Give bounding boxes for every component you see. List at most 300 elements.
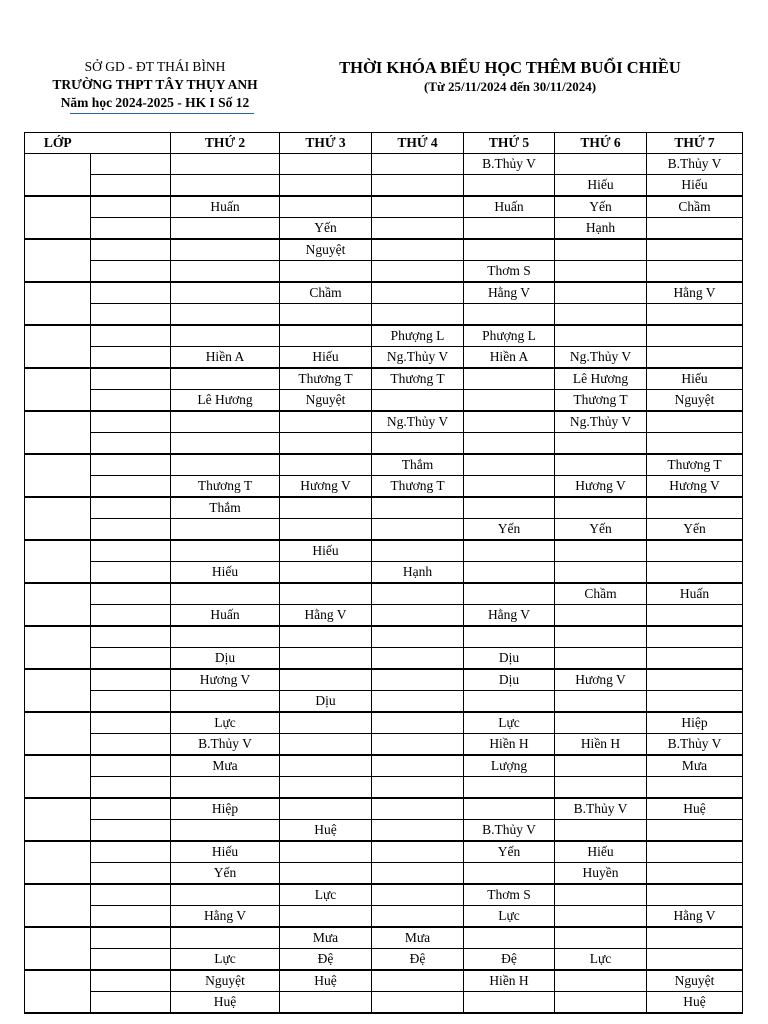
session-cell bbox=[91, 712, 171, 734]
teacher-cell: Chầm bbox=[280, 282, 372, 304]
session-cell bbox=[91, 196, 171, 218]
teacher-cell bbox=[280, 712, 372, 734]
teacher-cell bbox=[647, 949, 743, 971]
table-row bbox=[25, 218, 743, 240]
class-cell bbox=[25, 841, 91, 884]
teacher-cell bbox=[171, 218, 280, 240]
teacher-cell bbox=[372, 196, 464, 218]
session-cell bbox=[91, 798, 171, 820]
teacher-cell bbox=[555, 497, 647, 519]
teacher-cell bbox=[280, 562, 372, 584]
session-cell bbox=[91, 626, 171, 648]
class-cell bbox=[25, 239, 91, 282]
teacher-cell: Đệ bbox=[280, 949, 372, 971]
teacher-cell: Huệ bbox=[647, 992, 743, 1014]
teacher-cell bbox=[280, 841, 372, 863]
teacher-cell bbox=[171, 239, 280, 261]
teacher-cell bbox=[280, 304, 372, 326]
teacher-cell bbox=[464, 798, 555, 820]
teacher-cell bbox=[372, 648, 464, 670]
table-row bbox=[25, 347, 743, 369]
teacher-cell bbox=[647, 411, 743, 433]
teacher-cell: Hiếu bbox=[647, 368, 743, 390]
teacher-cell bbox=[647, 777, 743, 799]
teacher-cell bbox=[464, 540, 555, 562]
teacher-cell bbox=[280, 734, 372, 756]
table-row bbox=[25, 368, 743, 390]
teacher-cell: Lê Hương bbox=[171, 390, 280, 412]
table-row bbox=[25, 583, 743, 605]
teacher-cell: Thắm bbox=[171, 497, 280, 519]
teacher-cell: Dịu bbox=[464, 669, 555, 691]
teacher-cell: Huệ bbox=[647, 798, 743, 820]
teacher-cell: Lực bbox=[464, 712, 555, 734]
column-header: THỨ 2 bbox=[171, 133, 280, 154]
table-row bbox=[25, 454, 743, 476]
teacher-cell: B.Thủy V bbox=[464, 154, 555, 175]
teacher-cell: Hiền H bbox=[464, 970, 555, 992]
table-header-row bbox=[25, 133, 743, 154]
teacher-cell bbox=[171, 884, 280, 906]
teacher-cell: Hạnh bbox=[372, 562, 464, 584]
teacher-cell: Hiền H bbox=[464, 734, 555, 756]
session-cell bbox=[91, 691, 171, 713]
teacher-cell bbox=[372, 755, 464, 777]
table-row bbox=[25, 519, 743, 541]
session-cell bbox=[91, 540, 171, 562]
teacher-cell bbox=[171, 304, 280, 326]
table-row bbox=[25, 175, 743, 197]
class-cell bbox=[25, 755, 91, 798]
teacher-cell bbox=[280, 325, 372, 347]
teacher-cell: Hằng V bbox=[280, 605, 372, 627]
teacher-cell: Hằng V bbox=[464, 605, 555, 627]
teacher-cell bbox=[647, 261, 743, 283]
session-cell bbox=[91, 562, 171, 584]
teacher-cell bbox=[464, 992, 555, 1014]
table-row bbox=[25, 798, 743, 820]
teacher-cell: Đệ bbox=[464, 949, 555, 971]
teacher-cell bbox=[555, 992, 647, 1014]
teacher-cell: Hiếu bbox=[555, 841, 647, 863]
teacher-cell: Chầm bbox=[647, 196, 743, 218]
teacher-cell bbox=[555, 433, 647, 455]
session-cell bbox=[91, 734, 171, 756]
teacher-cell bbox=[464, 411, 555, 433]
teacher-cell bbox=[171, 282, 280, 304]
teacher-cell bbox=[280, 261, 372, 283]
teacher-cell bbox=[555, 906, 647, 928]
teacher-cell: Thương T bbox=[280, 368, 372, 390]
teacher-cell bbox=[647, 239, 743, 261]
teacher-cell: Hiếu bbox=[280, 347, 372, 369]
teacher-cell bbox=[372, 261, 464, 283]
teacher-cell bbox=[280, 433, 372, 455]
teacher-cell: Thương T bbox=[555, 390, 647, 412]
teacher-cell: Mưa bbox=[647, 755, 743, 777]
teacher-cell: Phượng L bbox=[372, 325, 464, 347]
teacher-cell: Lực bbox=[171, 949, 280, 971]
session-cell bbox=[91, 239, 171, 261]
teacher-cell bbox=[372, 841, 464, 863]
teacher-cell: Nguyệt bbox=[647, 390, 743, 412]
table-row bbox=[25, 712, 743, 734]
table-row bbox=[25, 927, 743, 949]
teacher-cell bbox=[372, 540, 464, 562]
teacher-cell: Hiền A bbox=[464, 347, 555, 369]
teacher-cell: Hiền A bbox=[171, 347, 280, 369]
teacher-cell: Huấn bbox=[647, 583, 743, 605]
teacher-cell bbox=[372, 734, 464, 756]
teacher-cell bbox=[372, 691, 464, 713]
teacher-cell: Huệ bbox=[280, 820, 372, 842]
teacher-cell bbox=[280, 777, 372, 799]
teacher-cell: Huấn bbox=[171, 605, 280, 627]
teacher-cell: Hương V bbox=[555, 669, 647, 691]
teacher-cell bbox=[555, 562, 647, 584]
teacher-cell bbox=[555, 820, 647, 842]
teacher-cell: Thơm S bbox=[464, 884, 555, 906]
class-cell bbox=[25, 196, 91, 239]
teacher-cell: Nguyệt bbox=[280, 390, 372, 412]
session-cell bbox=[91, 476, 171, 498]
class-cell bbox=[25, 712, 91, 755]
teacher-cell bbox=[647, 605, 743, 627]
column-header bbox=[91, 133, 171, 154]
teacher-cell: Hiệp bbox=[171, 798, 280, 820]
teacher-cell bbox=[372, 820, 464, 842]
teacher-cell bbox=[280, 755, 372, 777]
class-cell bbox=[25, 669, 91, 712]
teacher-cell: Hằng V bbox=[464, 282, 555, 304]
table-row bbox=[25, 196, 743, 218]
teacher-cell bbox=[171, 175, 280, 197]
teacher-cell: Ng.Thủy V bbox=[372, 347, 464, 369]
teacher-cell bbox=[372, 583, 464, 605]
session-cell bbox=[91, 755, 171, 777]
teacher-cell bbox=[372, 669, 464, 691]
teacher-cell bbox=[372, 712, 464, 734]
teacher-cell bbox=[647, 927, 743, 949]
table-row bbox=[25, 325, 743, 347]
table-row bbox=[25, 777, 743, 799]
table-row bbox=[25, 605, 743, 627]
teacher-cell bbox=[372, 970, 464, 992]
table-row bbox=[25, 863, 743, 885]
teacher-cell bbox=[464, 777, 555, 799]
header-right bbox=[305, 58, 715, 96]
teacher-cell bbox=[372, 863, 464, 885]
column-header: LỚP bbox=[25, 133, 91, 154]
teacher-cell bbox=[171, 691, 280, 713]
teacher-cell bbox=[171, 519, 280, 541]
session-cell bbox=[91, 282, 171, 304]
teacher-cell: Hiếu bbox=[280, 540, 372, 562]
teacher-cell bbox=[464, 927, 555, 949]
teacher-cell bbox=[464, 562, 555, 584]
teacher-cell: Nguyệt bbox=[280, 239, 372, 261]
teacher-cell bbox=[647, 626, 743, 648]
table-row bbox=[25, 497, 743, 519]
teacher-cell bbox=[647, 562, 743, 584]
table-row bbox=[25, 820, 743, 842]
teacher-cell: Lực bbox=[171, 712, 280, 734]
session-cell bbox=[91, 949, 171, 971]
teacher-cell: B.Thủy V bbox=[647, 734, 743, 756]
teacher-cell bbox=[464, 454, 555, 476]
teacher-cell bbox=[464, 175, 555, 197]
teacher-cell bbox=[171, 368, 280, 390]
teacher-cell: Lực bbox=[464, 906, 555, 928]
teacher-cell: Hương V bbox=[647, 476, 743, 498]
table-row bbox=[25, 282, 743, 304]
session-cell bbox=[91, 583, 171, 605]
teacher-cell: Ng.Thủy V bbox=[555, 411, 647, 433]
teacher-cell: B.Thủy V bbox=[464, 820, 555, 842]
teacher-cell bbox=[555, 540, 647, 562]
teacher-cell bbox=[464, 476, 555, 498]
teacher-cell bbox=[280, 175, 372, 197]
class-cell bbox=[25, 368, 91, 411]
teacher-cell bbox=[372, 154, 464, 175]
teacher-cell: Dịu bbox=[280, 691, 372, 713]
teacher-cell bbox=[372, 777, 464, 799]
session-cell bbox=[91, 777, 171, 799]
teacher-cell bbox=[555, 605, 647, 627]
table-row bbox=[25, 669, 743, 691]
teacher-cell bbox=[171, 454, 280, 476]
teacher-cell bbox=[280, 626, 372, 648]
teacher-cell: Yến bbox=[280, 218, 372, 240]
timetable bbox=[24, 132, 743, 1014]
session-cell bbox=[91, 648, 171, 670]
teacher-cell: Lê Hương bbox=[555, 368, 647, 390]
teacher-cell bbox=[171, 411, 280, 433]
teacher-cell bbox=[647, 691, 743, 713]
table-row bbox=[25, 411, 743, 433]
session-cell bbox=[91, 325, 171, 347]
teacher-cell: B.Thủy V bbox=[647, 154, 743, 175]
class-cell bbox=[25, 798, 91, 841]
teacher-cell bbox=[171, 777, 280, 799]
session-cell bbox=[91, 820, 171, 842]
session-cell bbox=[91, 175, 171, 197]
date-range: (Từ 25/11/2024 đến 30/11/2024) bbox=[423, 79, 597, 94]
teacher-cell: Hạnh bbox=[555, 218, 647, 240]
teacher-cell bbox=[555, 154, 647, 175]
session-cell bbox=[91, 519, 171, 541]
teacher-cell: Chầm bbox=[555, 583, 647, 605]
teacher-cell bbox=[647, 347, 743, 369]
teacher-cell bbox=[372, 884, 464, 906]
class-cell bbox=[25, 626, 91, 669]
session-cell bbox=[91, 411, 171, 433]
table-row bbox=[25, 841, 743, 863]
class-cell bbox=[25, 970, 91, 1013]
teacher-cell bbox=[372, 626, 464, 648]
session-cell bbox=[91, 906, 171, 928]
teacher-cell bbox=[464, 691, 555, 713]
teacher-cell: Hiền H bbox=[555, 734, 647, 756]
teacher-cell bbox=[372, 497, 464, 519]
teacher-cell bbox=[647, 648, 743, 670]
teacher-cell: Hiệp bbox=[647, 712, 743, 734]
header-underline bbox=[70, 113, 254, 114]
teacher-cell: Hương V bbox=[555, 476, 647, 498]
teacher-cell bbox=[555, 304, 647, 326]
teacher-cell: Yến bbox=[555, 196, 647, 218]
teacher-cell bbox=[555, 325, 647, 347]
teacher-cell: Hiếu bbox=[555, 175, 647, 197]
teacher-cell bbox=[280, 648, 372, 670]
class-cell bbox=[25, 540, 91, 583]
teacher-cell: Thương T bbox=[372, 476, 464, 498]
teacher-cell bbox=[464, 390, 555, 412]
session-cell bbox=[91, 154, 171, 175]
teacher-cell: Huệ bbox=[171, 992, 280, 1014]
table-row bbox=[25, 906, 743, 928]
teacher-cell bbox=[647, 497, 743, 519]
teacher-cell bbox=[372, 239, 464, 261]
teacher-cell: Ng.Thủy V bbox=[372, 411, 464, 433]
teacher-cell bbox=[280, 669, 372, 691]
teacher-cell bbox=[555, 970, 647, 992]
class-cell bbox=[25, 411, 91, 454]
teacher-cell bbox=[280, 497, 372, 519]
teacher-cell bbox=[280, 906, 372, 928]
teacher-cell bbox=[171, 540, 280, 562]
teacher-cell bbox=[280, 454, 372, 476]
teacher-cell bbox=[372, 798, 464, 820]
table-row bbox=[25, 562, 743, 584]
teacher-cell: Dịu bbox=[464, 648, 555, 670]
session-cell bbox=[91, 261, 171, 283]
session-cell bbox=[91, 454, 171, 476]
teacher-cell: Đệ bbox=[372, 949, 464, 971]
teacher-cell: Thương T bbox=[647, 454, 743, 476]
session-cell bbox=[91, 304, 171, 326]
teacher-cell bbox=[464, 239, 555, 261]
teacher-cell bbox=[171, 325, 280, 347]
teacher-cell bbox=[647, 304, 743, 326]
teacher-cell: Huyền bbox=[555, 863, 647, 885]
teacher-cell bbox=[372, 992, 464, 1014]
teacher-cell: B.Thủy V bbox=[171, 734, 280, 756]
teacher-cell bbox=[280, 798, 372, 820]
teacher-cell bbox=[171, 433, 280, 455]
teacher-cell bbox=[280, 411, 372, 433]
teacher-cell: Yến bbox=[555, 519, 647, 541]
teacher-cell bbox=[464, 304, 555, 326]
teacher-cell: Phượng L bbox=[464, 325, 555, 347]
teacher-cell: Yến bbox=[464, 841, 555, 863]
teacher-cell bbox=[647, 325, 743, 347]
teacher-cell: Nguyệt bbox=[171, 970, 280, 992]
session-cell bbox=[91, 992, 171, 1014]
table-row bbox=[25, 433, 743, 455]
teacher-cell bbox=[647, 540, 743, 562]
header-left bbox=[20, 58, 290, 112]
class-cell bbox=[25, 154, 91, 197]
session-cell bbox=[91, 390, 171, 412]
table-row bbox=[25, 261, 743, 283]
teacher-cell: Hiếu bbox=[171, 562, 280, 584]
teacher-cell bbox=[555, 691, 647, 713]
table-body bbox=[25, 154, 743, 1014]
school-name: TRƯỜNG THPT TÂY THỤY ANH bbox=[52, 77, 258, 92]
session-cell bbox=[91, 884, 171, 906]
teacher-cell: Hằng V bbox=[647, 906, 743, 928]
session-cell bbox=[91, 970, 171, 992]
teacher-cell: Thương T bbox=[372, 368, 464, 390]
teacher-cell: Mưa bbox=[372, 927, 464, 949]
table-row bbox=[25, 755, 743, 777]
teacher-cell bbox=[464, 218, 555, 240]
teacher-cell bbox=[372, 304, 464, 326]
teacher-cell bbox=[372, 519, 464, 541]
session-cell bbox=[91, 863, 171, 885]
teacher-cell: Thắm bbox=[372, 454, 464, 476]
table-row bbox=[25, 626, 743, 648]
teacher-cell bbox=[372, 433, 464, 455]
table-row bbox=[25, 540, 743, 562]
teacher-cell: Huệ bbox=[280, 970, 372, 992]
teacher-cell bbox=[372, 390, 464, 412]
teacher-cell bbox=[280, 583, 372, 605]
table-row bbox=[25, 476, 743, 498]
teacher-cell bbox=[171, 927, 280, 949]
table-row bbox=[25, 992, 743, 1014]
session-cell bbox=[91, 605, 171, 627]
teacher-cell: Yến bbox=[464, 519, 555, 541]
teacher-cell bbox=[464, 583, 555, 605]
table-row bbox=[25, 734, 743, 756]
timetable-title: THỜI KHÓA BIỂU HỌC THÊM BUỔI CHIỀU bbox=[339, 58, 681, 77]
teacher-cell bbox=[647, 218, 743, 240]
class-cell bbox=[25, 884, 91, 927]
teacher-cell bbox=[555, 454, 647, 476]
teacher-cell bbox=[372, 605, 464, 627]
table-row bbox=[25, 648, 743, 670]
teacher-cell: Lực bbox=[555, 949, 647, 971]
teacher-cell: Huấn bbox=[171, 196, 280, 218]
table-row bbox=[25, 970, 743, 992]
teacher-cell bbox=[555, 777, 647, 799]
table-row bbox=[25, 691, 743, 713]
teacher-cell bbox=[555, 626, 647, 648]
teacher-cell bbox=[555, 712, 647, 734]
column-header: THỨ 5 bbox=[464, 133, 555, 154]
teacher-cell bbox=[464, 626, 555, 648]
teacher-cell bbox=[280, 992, 372, 1014]
session-cell bbox=[91, 433, 171, 455]
teacher-cell bbox=[647, 884, 743, 906]
table-row bbox=[25, 239, 743, 261]
table-row bbox=[25, 154, 743, 175]
teacher-cell bbox=[555, 884, 647, 906]
teacher-cell bbox=[464, 863, 555, 885]
session-cell bbox=[91, 368, 171, 390]
teacher-cell bbox=[555, 755, 647, 777]
teacher-cell: Hiếu bbox=[647, 175, 743, 197]
teacher-cell: Huấn bbox=[464, 196, 555, 218]
teacher-cell bbox=[647, 820, 743, 842]
column-header: THỨ 7 bbox=[647, 133, 743, 154]
column-header: THỨ 4 bbox=[372, 133, 464, 154]
teacher-cell: Hiếu bbox=[171, 841, 280, 863]
teacher-cell: Yến bbox=[647, 519, 743, 541]
session-cell bbox=[91, 669, 171, 691]
